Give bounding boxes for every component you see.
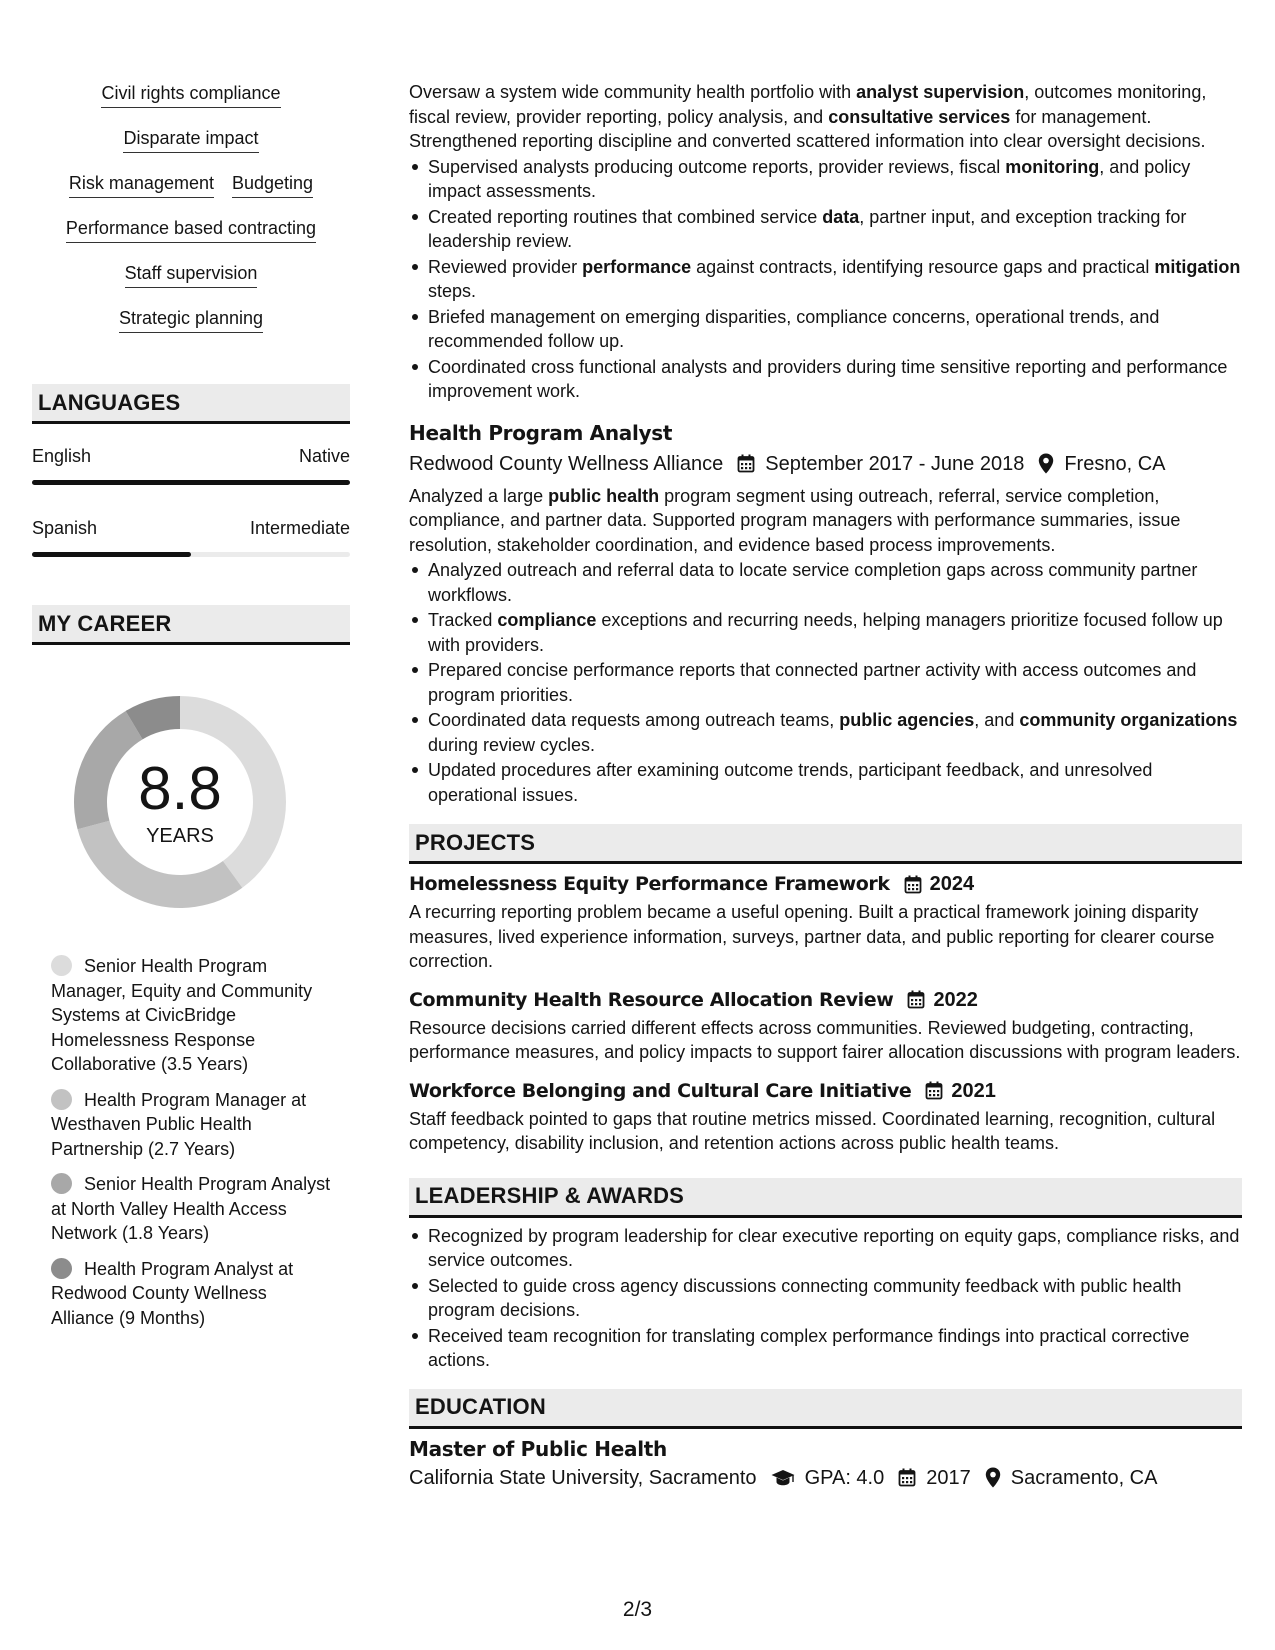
bold-keyword: compliance	[497, 610, 597, 630]
bullet-item	[409, 658, 1242, 707]
skill-row	[125, 262, 258, 307]
text-run: Supervised analysts producing outcome reports, provider reviews, fiscal	[428, 156, 1006, 177]
project-description: A recurring reporting problem became a useful opening. Built a practical framework joining disparity measures, lived experience information, surveys, partner data, and public reporting for clearer course correction.	[409, 902, 1215, 971]
project-description: Staff feedback pointed to gaps that routine metrics missed. Coordinated learning, recognition, cultural competency, disability inclusion, and retention actions across public health teams.	[409, 1108, 1216, 1153]
career-list	[51, 954, 331, 1330]
page-number: 2/3	[622, 1598, 653, 1621]
career-heading: MY CAREER	[32, 605, 350, 645]
education-meta	[409, 1464, 1242, 1492]
education-location: Sacramento, CA	[1010, 1466, 1158, 1489]
career-item-text: Health Program Manager at Westhaven Public Health Partnership (2.7 Years)	[51, 1089, 307, 1159]
project-item	[409, 870, 1242, 974]
project-year: 2022	[933, 988, 978, 1011]
bullet-item	[409, 255, 1242, 304]
bold-keyword: community organizations	[1019, 710, 1238, 730]
text-run: Briefed management on emerging disparities, compliance concerns, operational trends, and recommended follow up.	[428, 306, 1160, 351]
language-line	[32, 446, 350, 470]
skill-row	[69, 172, 313, 217]
career-item	[51, 1257, 331, 1331]
education-gpa: GPA: 4.0	[804, 1466, 885, 1489]
career-item-text: Health Program Analyst at Redwood County Wellness Alliance (9 Months)	[51, 1258, 294, 1328]
text-run: Coordinated data requests among outreach teams,	[428, 710, 840, 730]
projects-list	[409, 870, 1242, 1156]
bullet-item	[409, 558, 1242, 607]
education-heading: EDUCATION	[409, 1389, 1242, 1429]
languages-list	[32, 446, 350, 557]
language-level: Native	[298, 446, 350, 466]
bullet-item	[409, 205, 1242, 254]
career-donut-chart	[65, 687, 295, 917]
project-item	[409, 1077, 1242, 1156]
career-item-text: Senior Health Program Manager, Equity and Community Systems at CivicBridge Homelessness Response Collaborative (3.5 Years)	[51, 956, 313, 1074]
text-run: Prepared concise performance reports that connected partner activity with access outcomes and program priorities.	[428, 660, 1197, 705]
language-name: Spanish	[32, 518, 98, 538]
text-run: Updated procedures after examining outcome trends, participant feedback, and unresolved operational issues.	[428, 760, 1153, 805]
language-bar	[32, 480, 350, 485]
bullet-item	[409, 608, 1242, 657]
project-title: Homelessness Equity Performance Framework	[409, 873, 890, 895]
language-bar	[32, 552, 350, 557]
text-run: Tracked	[428, 610, 498, 630]
text-run: Analyzed a large	[409, 485, 549, 506]
map-pin-icon	[1038, 453, 1054, 474]
project-title: Workforce Belonging and Cultural Care Initiative	[409, 1079, 912, 1102]
project-description: Resource decisions carried different effects across communities. Reviewed budgeting, contracting, performance measures, and policy impacts to support fairer allocation discussions with program leaders.	[409, 1017, 1241, 1062]
job-bullets	[409, 558, 1242, 807]
bullet-item	[409, 758, 1242, 807]
career-years-unit: YEARS	[146, 825, 214, 847]
map-pin-icon	[985, 1467, 1001, 1488]
calendar-icon	[898, 1468, 916, 1487]
project-title: Community Health Resource Allocation Review	[409, 988, 894, 1011]
project-title-row	[409, 986, 1242, 1014]
skill-tag: Civil rights compliance	[101, 82, 280, 108]
education-degree: Master of Public Health	[409, 1436, 667, 1461]
bold-keyword: consultative services	[828, 106, 1011, 127]
career-item	[51, 1172, 331, 1246]
job-dates: September 2017 - June 2018	[765, 452, 1025, 475]
text-run: for management. Strengthened reporting discipline and converted scattered information into clear oversight decisions.	[409, 106, 1206, 151]
language-level: Intermediate	[249, 518, 350, 538]
legend-dot-icon	[51, 1173, 72, 1194]
awards-heading: LEADERSHIP & AWARDS	[409, 1178, 1242, 1218]
career-item	[51, 954, 331, 1077]
project-item	[409, 986, 1242, 1065]
career-total-years: 8.8	[138, 755, 222, 822]
skill-tag: Risk management	[69, 172, 214, 198]
skill-tag: Budgeting	[232, 172, 313, 198]
bullet-item	[409, 708, 1242, 757]
text-run: , and	[974, 710, 1020, 730]
project-title-row	[409, 1077, 1242, 1105]
calendar-icon	[737, 454, 755, 473]
projects-heading: PROJECTS	[409, 824, 1242, 864]
previous-job-bullets	[409, 155, 1242, 404]
language-bar-fill	[32, 552, 191, 557]
award-item: Recognized by program leadership for clear executive reporting on equity gaps, compliance risks, and service outcomes.	[409, 1224, 1242, 1273]
skill-tag: Strategic planning	[119, 307, 263, 333]
calendar-icon	[925, 1081, 943, 1100]
calendar-icon	[904, 875, 922, 894]
job-location: Fresno, CA	[1064, 452, 1166, 475]
bullet-item	[409, 155, 1242, 204]
bullet-item	[409, 355, 1242, 404]
previous-job-summary	[409, 80, 1242, 154]
skills-list	[32, 82, 350, 352]
bullet-item	[409, 305, 1242, 354]
text-run: Analyzed outreach and referral data to locate service completion gaps across community partner workflows.	[428, 560, 1198, 605]
education-school: California State University, Sacramento	[409, 1466, 757, 1489]
awards-list	[409, 1224, 1242, 1373]
language-name: English	[32, 446, 92, 466]
skill-tag: Performance based contracting	[66, 217, 316, 243]
project-year: 2021	[951, 1079, 996, 1102]
project-title-row	[409, 870, 1242, 898]
legend-dot-icon	[51, 955, 72, 976]
text-run: against contracts, identifying resource gaps and practical	[691, 256, 1155, 277]
bold-keyword: mitigation	[1154, 256, 1241, 277]
text-run: Coordinated cross functional analysts and providers during time sensitive reporting and performance improvement work.	[428, 356, 1228, 401]
job-meta	[409, 450, 1242, 478]
skill-tag: Disparate impact	[123, 127, 258, 153]
right-column	[409, 80, 1242, 1492]
text-run: Created reporting routines that combined service	[428, 206, 823, 227]
bold-keyword: data	[822, 206, 860, 227]
text-run: Oversaw a system wide community health portfolio with	[409, 82, 857, 102]
job-summary	[409, 484, 1242, 558]
language-line	[32, 518, 350, 542]
skill-row	[123, 127, 258, 172]
legend-dot-icon	[51, 1258, 72, 1279]
bold-keyword: monitoring	[1005, 156, 1100, 177]
education-year: 2017	[926, 1466, 971, 1489]
job-company: Redwood County Wellness Alliance	[409, 452, 724, 475]
bold-keyword: public agencies	[839, 710, 975, 730]
text-run: program segment using outreach, referral, service completion, compliance, and partner data. Supported program managers with performance summaries, issue resolution, stakeholder coordination, and evidence based process improvements.	[409, 485, 1181, 555]
text-run: , outcomes monitoring, fiscal review, provider reporting, policy analysis, and	[409, 82, 1207, 127]
language-bar-fill	[32, 480, 350, 485]
skill-row	[101, 82, 280, 127]
graduation-cap-icon	[771, 1469, 795, 1487]
calendar-icon	[907, 990, 925, 1009]
language-item	[32, 446, 350, 485]
languages-heading: LANGUAGES	[32, 384, 350, 424]
text-run: during review cycles.	[428, 734, 596, 755]
text-run: Reviewed provider	[428, 256, 583, 277]
award-item: Received team recognition for translating complex performance findings into practical corrective actions.	[409, 1324, 1242, 1373]
text-run: exceptions and recurring needs, helping managers prioritize focused follow up with providers.	[428, 610, 1223, 655]
project-year: 2024	[929, 873, 975, 895]
award-item: Selected to guide cross agency discussions connecting community feedback with public health program decisions.	[409, 1274, 1242, 1323]
skill-row	[66, 217, 316, 262]
skill-tag: Staff supervision	[125, 262, 258, 288]
career-item-text: Senior Health Program Analyst at North Valley Health Access Network (1.8 Years)	[51, 1174, 331, 1243]
text-run: , partner input, and exception tracking for leadership review.	[428, 206, 1187, 251]
text-run: steps.	[428, 281, 477, 301]
bold-keyword: analyst supervision	[856, 82, 1025, 102]
job-title: Health Program Analyst	[409, 420, 673, 445]
left-column	[32, 82, 350, 1341]
skill-row	[119, 307, 263, 352]
legend-dot-icon	[51, 1089, 72, 1110]
text-run: , and policy impact assessments.	[428, 156, 1191, 201]
bold-keyword: public health	[548, 485, 660, 506]
bold-keyword: performance	[582, 256, 692, 277]
language-item	[32, 518, 350, 557]
career-item	[51, 1088, 331, 1162]
